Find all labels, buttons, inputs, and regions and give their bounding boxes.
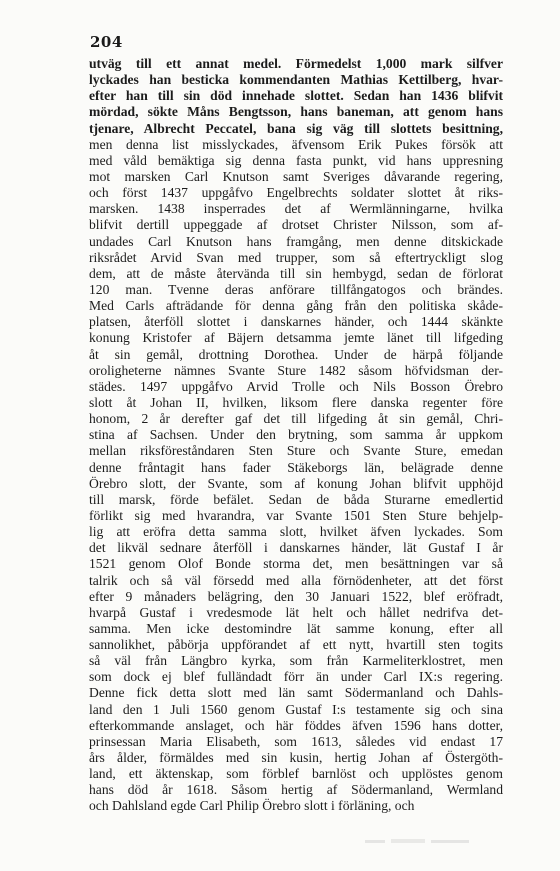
text-line: honom, 2 år derefter gaf det till lifgeding åt sin gemål, Chri- [89, 411, 503, 427]
text-line: samma. Men icke destomindre lät samme konung, efter all [89, 620, 503, 636]
text-line: stina af Sachsen. Under den brytning, som samma år uppkom [89, 427, 503, 443]
text-line: efter 9 månaders belägring, den 30 Januari 1522, blef eröfradt, [89, 588, 503, 604]
page-number: 204 [90, 33, 123, 51]
text-line: oroligheterne nämnes Svante Sture 1482 såsom höfvidsman der- [89, 362, 503, 378]
text-line: men denna list misslyckades, äfvensom Erik Pukes försök att [89, 136, 503, 152]
text-line: utväg till ett annat medel. Förmedelst 1,000 mark silfver [89, 56, 503, 71]
text-line: blifvit dertill uppeggade af drotset Christer Nilsson, som af- [89, 217, 503, 233]
text-line: Denne fick detta slott med län samt Södermanland och Dahls- [89, 685, 503, 701]
text-line: platsen, återföll slottet i danskarnes händer, och 1444 skänkte [89, 314, 503, 330]
text-line: lig att eröfra detta samma slott, hvilket äfven lyckades. Som [89, 524, 503, 540]
text-line: talrik och så väl försedd med alla förnödenheter, att det först [89, 572, 503, 588]
text-line: hvarpå Gustaf i vredesmode lät helt och hållet nedrifva det- [89, 604, 503, 620]
text-line: och Dahlsland egde Carl Philip Örebro slott i förläning, och [89, 798, 415, 814]
text-line: sannolikhet, påbörja uppförandet af ett nytt, hvartill sten togits [89, 637, 503, 653]
text-line: års ålder, förmäldes med sin kusin, hertig Johan af Östergöth- [89, 750, 503, 766]
text-line: åt sin gemål, drottning Dorothea. Under de härpå följande [89, 346, 503, 362]
body-text [89, 56, 503, 815]
text-line: tjenare, Albrecht Peccatel, bana sig väg till slottets besittning, [89, 120, 503, 136]
text-line: lyckades han besticka kommendanten Mathias Kettilberg, hvar- [89, 72, 503, 88]
text-line: och först 1437 uppgåfvo Engelbrechts soldater slottet åt riks- [89, 185, 503, 201]
text-line: till marsk, förde befälet. Sedan de båda Sturarne emedlertid [89, 491, 503, 507]
text-line: det likväl sednare återföll i danskarnes händer, lät Gustaf I år [89, 540, 503, 556]
text-line: slott åt Johan II, hvilken, liksom flere danska regenter före [89, 394, 503, 410]
text-line: denne fråntagit hans fader Stäkeborgs län, belägrade denne [89, 459, 503, 475]
text-line: mördad, sökte Måns Bengtsson, hans baneman, att genom hans [89, 104, 503, 120]
text-line: så väl från Längbro kyrka, som från Karmeliterklostret, men [89, 653, 503, 669]
scan-artifact [365, 838, 470, 846]
text-line: mellan riksföreståndaren Sten Sture och Svante Sture, emedan [89, 443, 503, 459]
text-line: förlikt sig med hvarandra, var Svante 1501 Sten Sture behjelp- [89, 507, 503, 523]
text-line: efter han till sin död innehade slottet. Sedan han 1436 blifvit [89, 88, 503, 104]
text-line: marsken. 1438 insperrades det af Wermlänningarne, hvilka [89, 201, 503, 217]
text-line: undades Carl Knutson hans framgång, men denne ditskickade [89, 233, 503, 249]
text-line: Med Carls afträdande för denna gång från den politiska skåde- [89, 298, 503, 314]
text-line: 1521 genom Olof Bonde storma det, men besättningen var så [89, 556, 503, 572]
text-line: hans död år 1618. Såsom hertig af Södermanland, Wermland [89, 782, 503, 798]
text-line: efterkommande anslaget, och här föddes äfven 1596 hans dotter, [89, 717, 503, 733]
text-line: mot marsken Carl Knutson samt Sveriges dåvarande regering, [89, 168, 503, 184]
text-line: land, ett äktenskap, som förblef barnlöst och upplöstes genom [89, 766, 503, 782]
text-line: konung Kristofer af Bäjern detsamma jemte länet till lifgeding [89, 330, 503, 346]
text-line: med våld bemäktiga sig denna fasta punkt, vid hans uppresning [89, 152, 503, 168]
text-line: Örebro slott, der Svante, som af konung Johan blifvit upphöjd [89, 475, 503, 491]
text-line: städes. 1497 uppgåfvo Arvid Trolle och Nils Bosson Örebro [89, 378, 503, 394]
text-line: prinsessan Maria Elisabeth, som 1613, således vid endast 17 [89, 733, 503, 749]
text-line: riksrådet Arvid Svan med trupper, som så eftertryckligt slog [89, 249, 503, 265]
text-line: dem, att de måste återvända till sin hembygd, sedan de förlorat [89, 265, 503, 281]
text-line: som dock ej blef fulländadt förr än under Carl IX:s regering. [89, 669, 503, 685]
text-line: 120 man. Tvenne deras anförare tillfångatogos och brändes. [89, 281, 503, 297]
text-line: land den 1 Juli 1560 genom Gustaf I:s testamente sig och sina [89, 701, 503, 717]
